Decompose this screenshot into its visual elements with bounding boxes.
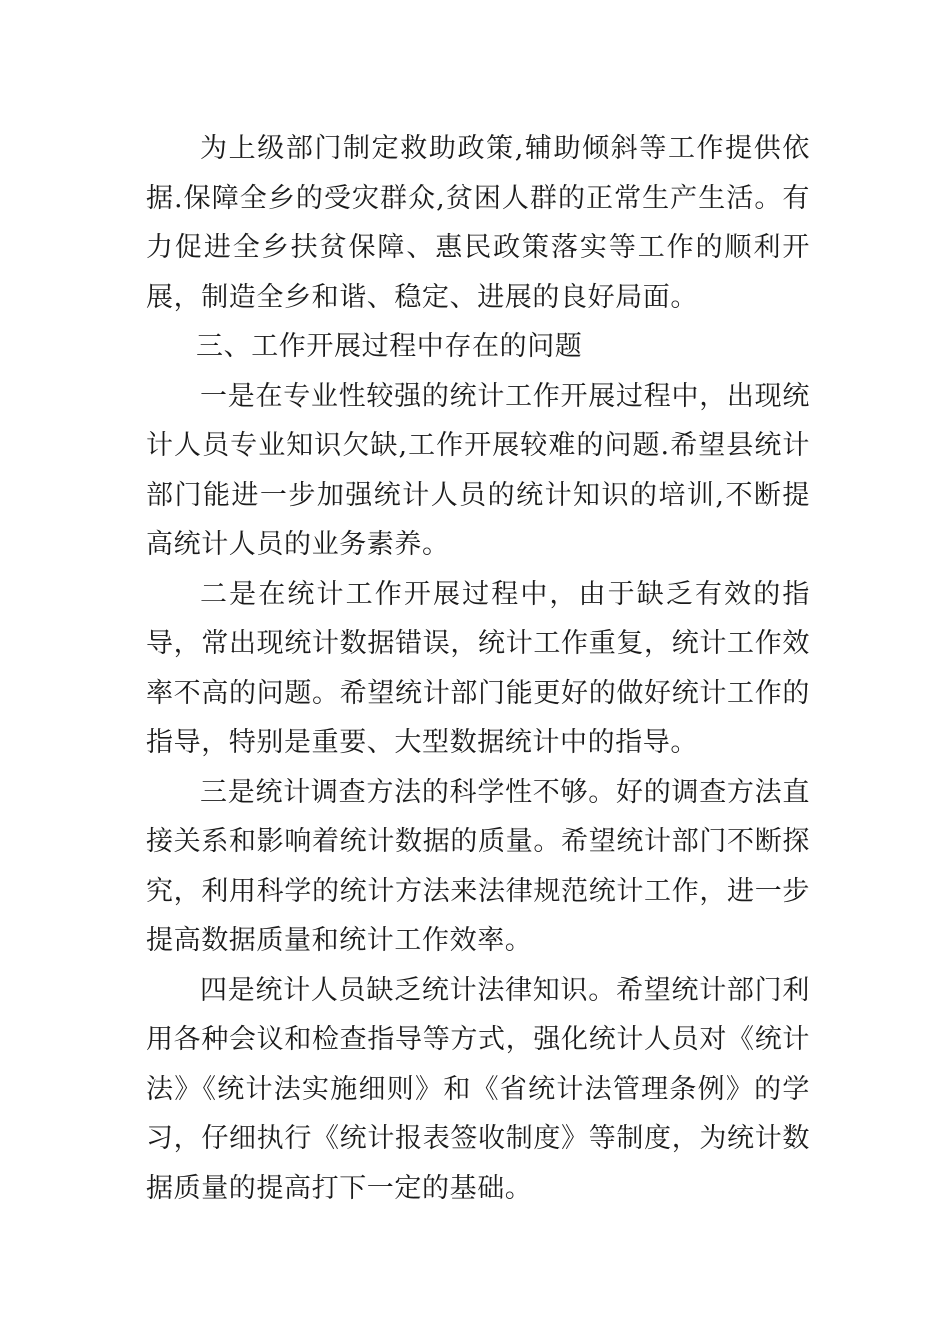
section-heading: 三、工作开展过程中存在的问题 [196, 331, 583, 362]
issue-paragraph-1: 一是在专业性较强的统计工作开展过程中，出现统计人员专业知识欠缺,工作开展较难的问题.希望县统计部门能进一步加强统计人员的统计知识的培训,不断提高统计人员的业务素养。 [146, 380, 810, 560]
issue-paragraph-3: 三是统计调查方法的科学性不够。好的调查方法直接关系和影响着统计数据的质量。希望统计部门不断探究，利用科学的统计方法来法律规范统计工作，进一步提高数据质量和统计工作效率。 [146, 776, 810, 956]
issue-paragraph-4: 四是统计人员缺乏统计法律知识。希望统计部门利用各种会议和检查指导等方式，强化统计人员对《统计法》《统计法实施细则》和《省统计法管理条例》的学习，仔细执行《统计报表签收制度》等制度，为统计数据质量的提高打下一定的基础。 [146, 974, 810, 1204]
issue-paragraph-2: 二是在统计工作开展过程中，由于缺乏有效的指导，常出现统计数据错误，统计工作重复，统计工作效率不高的问题。希望统计部门能更好的做好统计工作的指导，特别是重要、大型数据统计中的指导。 [146, 578, 810, 758]
intro-paragraph: 为上级部门制定救助政策,辅助倾斜等工作提供依据.保障全乡的受灾群众,贫困人群的正常生产生活。有力促进全乡扶贫保障、惠民政策落实等工作的顺利开展，制造全乡和谐、稳定、进展的良好局面。 [146, 133, 810, 313]
